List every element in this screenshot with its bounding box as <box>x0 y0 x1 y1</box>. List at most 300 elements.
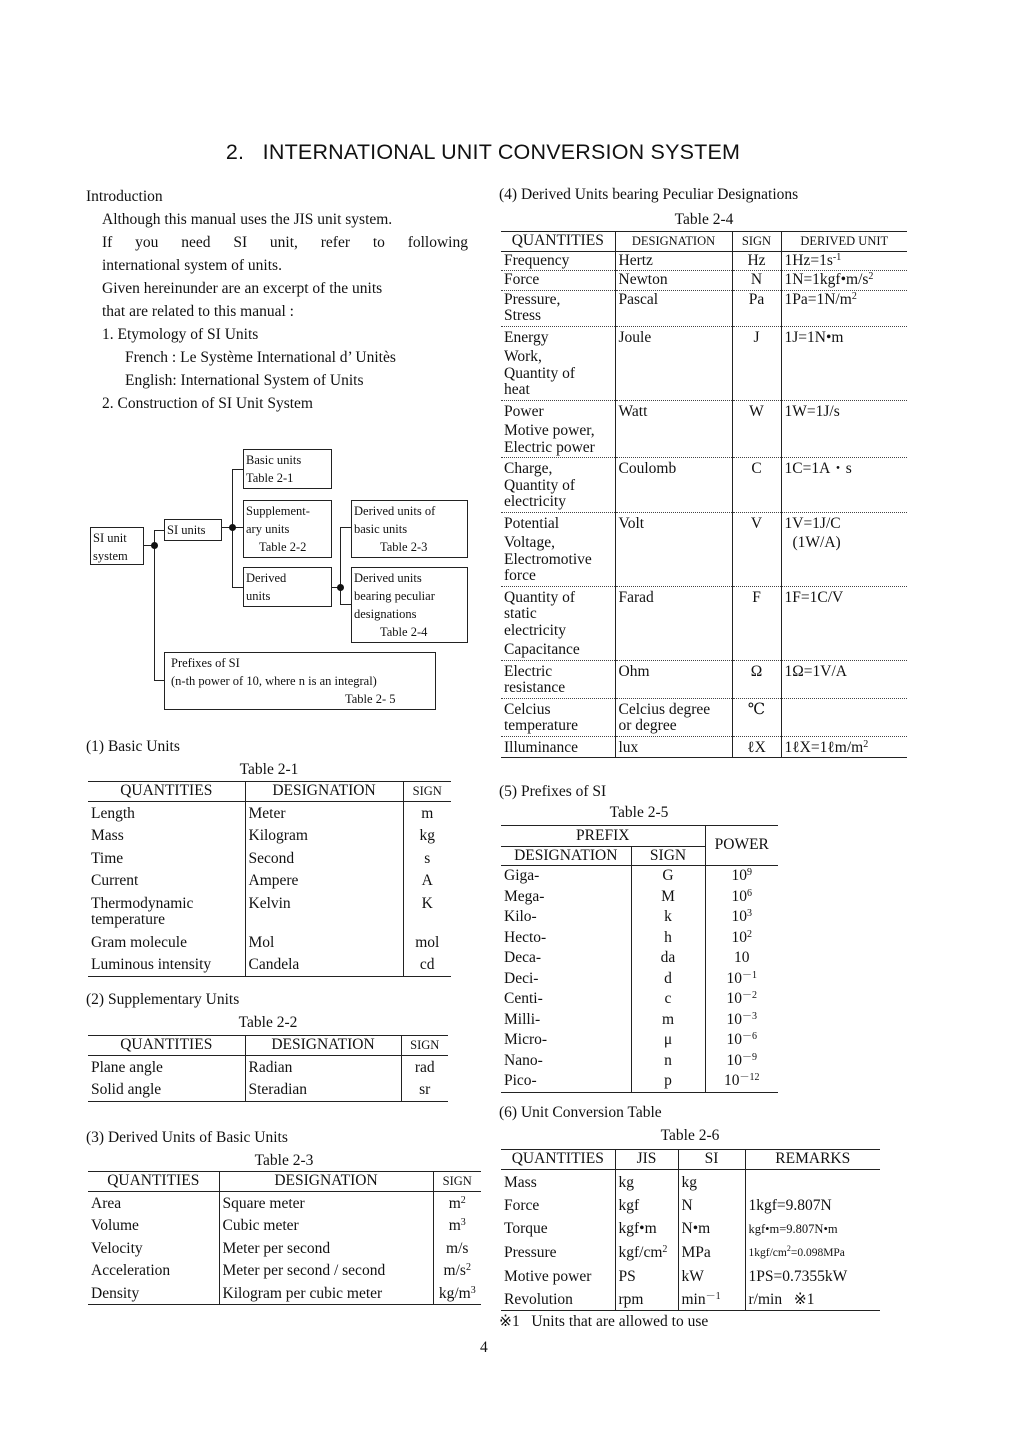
table-row <box>501 1264 880 1287</box>
table-row <box>501 928 778 949</box>
exponent: －2 <box>742 990 757 1001</box>
cell <box>705 928 778 949</box>
cell: Force <box>504 1196 540 1214</box>
cell: F <box>732 586 781 660</box>
box-text: Supplement- <box>246 504 310 518</box>
table-basic-units <box>88 781 451 977</box>
table-row <box>501 290 907 326</box>
box-text: Table 2-3 <box>380 540 428 554</box>
cell: 1J=1N•m <box>781 326 907 400</box>
cell <box>433 1237 481 1260</box>
cell <box>705 1051 778 1072</box>
unit: m/s <box>443 1262 466 1279</box>
cell: Density <box>88 1282 219 1305</box>
cell-line: temperature <box>504 717 579 734</box>
cell: Farad <box>615 586 732 660</box>
cell: Frequency <box>501 251 615 271</box>
cell: Meter <box>245 801 403 824</box>
table-row <box>501 660 907 698</box>
cell: h <box>631 928 705 949</box>
connector <box>232 587 243 588</box>
table-derived-basic-units <box>88 1171 481 1305</box>
cell <box>501 326 615 400</box>
table-row <box>88 1237 481 1260</box>
cell: kgf•m=9.807N•m <box>745 1216 880 1240</box>
table-row <box>501 326 907 400</box>
cell: rad <box>401 1055 448 1078</box>
exponent: 2 <box>460 1194 466 1206</box>
cell <box>781 736 907 758</box>
table-row <box>501 866 778 887</box>
cell: 1W=1J/s <box>781 400 907 458</box>
cell <box>433 1259 481 1282</box>
section-heading: (5) Prefixes of SI <box>499 783 607 800</box>
intro-line: English: International System of Units <box>125 372 364 389</box>
base: 10 <box>726 1051 742 1069</box>
table-si-prefixes <box>501 825 778 1093</box>
cell: r/min ※1 <box>745 1287 880 1311</box>
cell <box>705 969 778 990</box>
cell <box>745 1240 880 1264</box>
table-header-row <box>501 232 907 252</box>
cell: kg <box>678 1169 745 1193</box>
table-caption: Table 2-6 <box>660 1127 720 1144</box>
exponent: 2 <box>863 738 869 750</box>
connector <box>340 604 351 605</box>
header-cell: DESIGNATION <box>615 232 732 252</box>
header-cell: QUANTITIES <box>88 1172 219 1192</box>
box-derived-units-peculiar <box>351 567 468 643</box>
cell: n <box>631 1051 705 1072</box>
base: 10 <box>731 887 747 905</box>
table-supplementary-units <box>88 1035 448 1102</box>
cell: m <box>631 1010 705 1031</box>
table-unit-conversion <box>501 1149 880 1311</box>
cell: Steradian <box>245 1078 401 1101</box>
cell: Luminous intensity <box>88 953 245 976</box>
cell <box>501 660 615 698</box>
box-text: Table 2- 5 <box>345 692 396 706</box>
cell: Meter per second / second <box>219 1259 433 1282</box>
exponent: 3 <box>460 1217 466 1228</box>
cell <box>781 290 907 326</box>
cell: Kilo- <box>504 908 537 925</box>
header-cell: DESIGNATION <box>501 846 631 866</box>
cell-line: Electric power <box>504 438 595 456</box>
cell: Plane angle <box>91 1058 163 1076</box>
cell: Giga- <box>504 867 540 884</box>
cell: temperature <box>91 911 166 928</box>
exponent: 3 <box>747 908 752 919</box>
box-text: system <box>93 549 128 563</box>
cell <box>705 1071 778 1092</box>
cell <box>781 251 907 271</box>
box-text: Table 2-4 <box>380 625 428 639</box>
exponent: －1 <box>705 1290 721 1302</box>
cell-line: Capacitance <box>504 641 580 658</box>
header-cell: SIGN <box>732 232 781 252</box>
cell: Watt <box>615 400 732 458</box>
intro-line: 2. Construction of SI Unit System <box>102 395 313 412</box>
section-heading: (1) Basic Units <box>86 738 180 755</box>
table-row <box>88 1078 448 1101</box>
connector <box>154 530 164 531</box>
box-text: Prefixes of SI <box>171 656 240 670</box>
cell <box>781 271 907 291</box>
cell: Acceleration <box>91 1262 171 1279</box>
exponent: 2 <box>662 1243 668 1255</box>
table-caption: Table 2-4 <box>674 211 734 228</box>
table-row <box>88 847 451 870</box>
header-cell: SIGN <box>433 1172 481 1192</box>
cell: Time <box>91 849 124 867</box>
cell: Coulomb <box>615 458 732 513</box>
cell: Deci- <box>504 969 539 987</box>
cell: Pressure <box>504 1243 557 1261</box>
table-header-row <box>501 1150 880 1170</box>
intro-line: Although this manual uses the JIS unit system. <box>102 211 393 228</box>
page-number: 4 <box>480 1339 488 1356</box>
cell: Hz <box>732 251 781 271</box>
cell: Cubic meter <box>219 1214 433 1237</box>
remark: =0.098MPa <box>790 1246 845 1259</box>
cell: Candela <box>245 953 403 976</box>
cell: PS <box>615 1264 678 1287</box>
unit: min <box>681 1290 706 1308</box>
table-row <box>501 400 907 458</box>
table-row <box>501 887 778 908</box>
header-cell: QUANTITIES <box>88 1036 245 1056</box>
cell: 1F=1C/V <box>781 586 907 660</box>
table-caption: Table 2-5 <box>609 804 669 821</box>
table-row <box>501 1169 880 1193</box>
unit: 1Pa=1N/m <box>784 290 852 308</box>
header-cell: SIGN <box>401 1036 448 1056</box>
cell: c <box>631 989 705 1010</box>
exponent: －3 <box>742 1010 757 1022</box>
box-text: ary units <box>246 522 290 536</box>
unit: 1ℓX=1ℓm/m <box>784 738 864 756</box>
cell: Radian <box>245 1055 401 1078</box>
cell: p <box>631 1071 705 1092</box>
header-cell: DERIVED UNIT <box>781 232 907 252</box>
intro-line: If you need SI unit, refer to following <box>102 234 468 251</box>
connector <box>340 527 351 528</box>
cell: μ <box>631 1030 705 1051</box>
cell-line: heat <box>504 381 530 398</box>
cell-line: or degree <box>618 717 677 734</box>
intro-line: international system of units. <box>102 257 282 274</box>
cell <box>705 948 778 969</box>
table-header-row <box>88 782 451 802</box>
table-row <box>88 1055 448 1078</box>
cell: Illuminance <box>501 736 615 758</box>
intro-line: 1. Etymology of SI Units <box>102 326 259 343</box>
cell: N•m <box>678 1216 745 1240</box>
cell <box>705 887 778 908</box>
cell-line: Charge, <box>504 460 553 477</box>
table-row <box>501 736 907 758</box>
box-text: SI unit <box>93 531 127 545</box>
cell <box>501 290 615 326</box>
cell: Volt <box>615 512 732 586</box>
cell: da <box>631 948 705 969</box>
cell: Square meter <box>219 1191 433 1214</box>
header-cell: QUANTITIES <box>501 232 615 252</box>
cell <box>705 989 778 1010</box>
cell: W <box>732 400 781 458</box>
section-heading: (6) Unit Conversion Table <box>499 1104 662 1121</box>
table-header-row <box>88 1036 448 1056</box>
cell <box>501 400 615 458</box>
cell-line: Quantity of <box>504 364 576 382</box>
box-text: bearing peculiar <box>354 589 435 603</box>
box-basic-units <box>243 449 332 489</box>
table-row <box>501 1193 880 1216</box>
cell: Solid angle <box>88 1078 245 1101</box>
cell-line: (1W/A) <box>792 534 841 551</box>
exponent: 2 <box>747 928 752 940</box>
cell: kW <box>678 1264 745 1287</box>
cell <box>781 512 907 586</box>
cell <box>615 1240 678 1264</box>
header-cell: PREFIX <box>501 826 705 847</box>
cell <box>501 458 615 513</box>
cell: Length <box>91 804 135 822</box>
cell: Mol <box>245 931 403 954</box>
box-text: (n-th power of 10, where n is an integral) <box>171 674 377 688</box>
table-caption: Table 2-1 <box>239 761 299 778</box>
cell: ℃ <box>732 698 781 736</box>
cell: Revolution <box>501 1287 615 1311</box>
table-row <box>501 271 907 291</box>
footnote: ※1 Units that are allowed to use <box>499 1313 709 1330</box>
cell: Pa <box>732 290 781 326</box>
box-text: Table 2-2 <box>259 540 307 554</box>
exponent: 9 <box>747 867 752 878</box>
exponent: －1 <box>742 969 757 981</box>
cell: Volume <box>91 1217 139 1234</box>
cell-line: Celcius degree <box>618 700 711 718</box>
cell: G <box>631 866 705 887</box>
table-row <box>88 892 451 913</box>
unit: kgf/cm <box>618 1243 663 1261</box>
junction-dot <box>337 584 344 591</box>
unit: m <box>448 1217 461 1234</box>
cell: K <box>403 892 451 913</box>
cell <box>705 1030 778 1051</box>
cell: M <box>631 887 705 908</box>
box-text: designations <box>354 607 417 621</box>
base: 10 <box>734 949 750 966</box>
table-row <box>501 586 907 660</box>
cell: d <box>631 969 705 990</box>
cell-line: Electromotive <box>504 550 592 568</box>
cell: k <box>631 907 705 928</box>
cell: Current <box>91 872 139 889</box>
section-heading: (3) Derived Units of Basic Units <box>86 1129 288 1146</box>
cell: Hertz <box>615 251 732 271</box>
cell: 1kgf=9.807N <box>745 1193 880 1216</box>
exponent: 2 <box>465 1262 471 1273</box>
exponent: 6 <box>747 887 752 899</box>
box-text: basic units <box>354 522 408 536</box>
header-cell: QUANTITIES <box>88 782 245 802</box>
cell <box>501 586 615 660</box>
cell: cd <box>403 953 451 976</box>
cell: MPa <box>678 1240 745 1264</box>
cell-line: Potential <box>504 514 560 532</box>
cell: Ohm <box>615 660 732 698</box>
cell: 1PS=0.7355kW <box>745 1264 880 1287</box>
unit: 1Hz=1s <box>784 251 833 269</box>
table-row <box>501 458 907 513</box>
cell: Velocity <box>91 1239 143 1257</box>
table-row <box>501 1010 778 1031</box>
table-row <box>501 1051 778 1072</box>
header-cell: REMARKS <box>745 1150 880 1170</box>
table-row <box>501 512 907 586</box>
table-row <box>88 801 451 824</box>
cell: Pascal <box>615 290 732 326</box>
box-derived-units <box>243 567 332 607</box>
cell: Thermodynamic <box>91 894 194 912</box>
cell: Newton <box>615 271 732 291</box>
cell: Force <box>501 271 615 291</box>
cell-line: Work, <box>504 348 542 365</box>
cell: Motive power <box>504 1267 592 1285</box>
box-si-unit-system <box>90 527 144 565</box>
exponent: 2 <box>851 290 857 302</box>
header-cell: SI <box>678 1150 745 1170</box>
header-cell: SIGN <box>403 782 451 802</box>
cell: A <box>403 869 451 892</box>
table-row <box>88 1214 481 1237</box>
cell: Pico- <box>501 1071 631 1092</box>
header-cell: QUANTITIES <box>501 1150 615 1170</box>
exponent: －6 <box>742 1031 757 1042</box>
cell <box>615 698 732 736</box>
cell: V <box>732 512 781 586</box>
cell: Kilogram <box>245 824 403 847</box>
junction-dot <box>151 542 158 549</box>
table-row <box>501 948 778 969</box>
box-text: Table 2-1 <box>246 471 294 485</box>
cell: Centi- <box>504 990 543 1007</box>
box-text: Derived units <box>354 571 422 585</box>
header-cell: JIS <box>615 1150 678 1170</box>
section-heading: (4) Derived Units bearing Peculiar Designations <box>499 186 799 203</box>
exponent: 3 <box>470 1284 476 1296</box>
table-caption: Table 2-3 <box>254 1152 314 1169</box>
table-derived-peculiar <box>501 231 907 758</box>
table-row <box>501 698 907 736</box>
cell-line: Motive power, <box>504 422 595 439</box>
box-text: Basic units <box>246 453 302 467</box>
intro-line: French : Le Système International d’ Unitès <box>125 349 396 366</box>
table-header-row <box>501 826 778 847</box>
base: 10 <box>726 990 742 1007</box>
introduction <box>86 185 468 415</box>
header-cell: DESIGNATION <box>245 782 403 802</box>
cell: C <box>732 458 781 513</box>
cell: Torque <box>504 1219 548 1237</box>
table-row <box>88 1259 481 1282</box>
connector <box>154 530 155 680</box>
cell <box>705 866 778 887</box>
cell-line: Power <box>504 402 544 420</box>
base: 10 <box>731 867 747 884</box>
cell-line: Celcius <box>504 700 551 718</box>
box-text: Derived <box>246 571 287 585</box>
cell: N <box>732 271 781 291</box>
header-cell: DESIGNATION <box>245 1036 401 1056</box>
cell <box>678 1287 745 1311</box>
box-text: Derived units of <box>354 504 436 518</box>
table-row <box>88 1282 481 1305</box>
exponent: －9 <box>742 1051 757 1063</box>
connector <box>232 469 243 470</box>
cell-line: resistance <box>504 679 566 696</box>
cell: kg <box>403 824 451 847</box>
cell <box>433 1282 481 1305</box>
cell: kgf <box>615 1193 678 1216</box>
box-supplementary-units <box>243 500 332 558</box>
box-text: units <box>246 589 271 603</box>
cell: Kelvin <box>245 892 403 913</box>
cell: Nano- <box>504 1051 543 1069</box>
cell: Mass <box>91 827 124 844</box>
table-row <box>88 953 451 976</box>
cell: J <box>732 326 781 400</box>
base: 10 <box>726 1010 742 1028</box>
cell <box>433 1214 481 1237</box>
cell: Mega- <box>504 887 545 905</box>
cell <box>705 907 778 928</box>
cell: Hecto- <box>504 928 547 946</box>
cell: kgf•m <box>615 1216 678 1240</box>
box-text: SI units <box>167 523 206 537</box>
table-row <box>501 1216 880 1240</box>
base: 10 <box>726 969 742 987</box>
cell-line: Pressure, <box>504 290 561 308</box>
table-row <box>88 931 451 954</box>
cell: Micro- <box>504 1031 548 1048</box>
base: 10 <box>731 908 747 925</box>
cell-line: Quantity of <box>504 588 576 606</box>
intro-line: Given hereinunder are an excerpt of the units <box>102 280 383 297</box>
cell <box>403 912 451 931</box>
intro-line: that are related to this manual : <box>102 303 294 320</box>
cell: Deca- <box>504 949 541 966</box>
cell: Kilogram per cubic meter <box>219 1282 433 1305</box>
cell: 1C=1A・s <box>781 458 907 513</box>
intro-heading: Introduction <box>86 188 163 205</box>
cell-line: Quantity of <box>504 476 576 494</box>
table-row <box>88 869 451 892</box>
cell <box>501 512 615 586</box>
cell: sr <box>401 1078 448 1101</box>
box-derived-units-basic <box>351 500 468 558</box>
table-row <box>501 969 778 990</box>
connector <box>154 680 164 681</box>
exponent: -1 <box>832 251 842 263</box>
cell: Gram molecule <box>91 933 187 951</box>
cell: ℓX <box>732 736 781 758</box>
cell-line: Electric <box>504 662 553 680</box>
exponent: 2 <box>786 1243 791 1253</box>
cell: Area <box>91 1194 122 1212</box>
